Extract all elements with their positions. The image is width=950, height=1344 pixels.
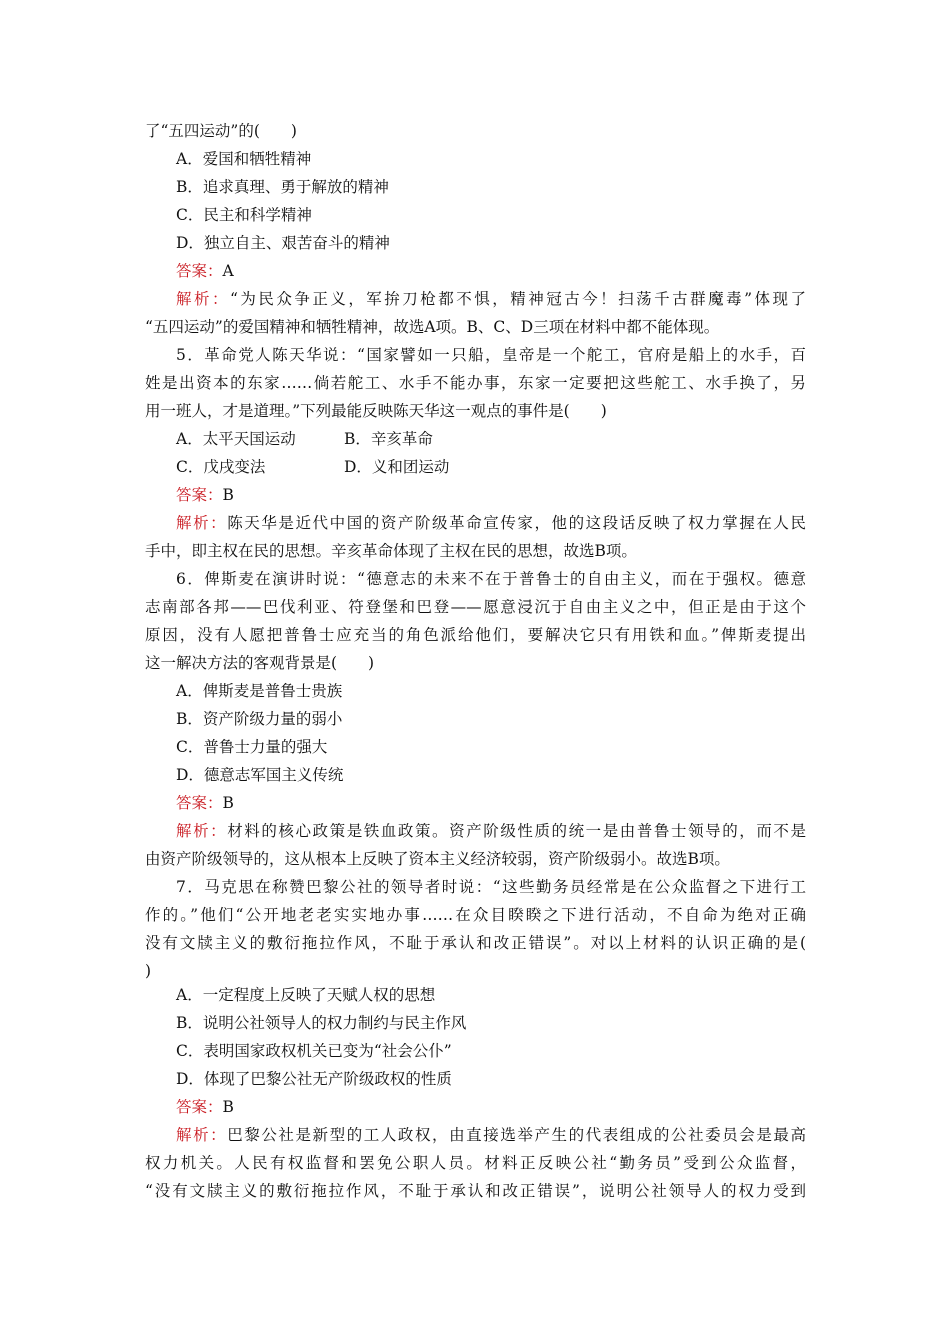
q4-answer [176,261,234,281]
answer-value: B [222,1098,234,1116]
q6-option-c: C．普鲁士力量的强大 [176,738,328,756]
q6-analysis-line-1 [176,821,806,841]
q4-option-b: B．追求真理、勇于解放的精神 [176,178,389,196]
answer-label: 答案： [176,1098,223,1116]
q6-option-a: A．俾斯麦是普鲁士贵族 [176,682,343,700]
q5-stem-line-2: 姓是出资本的东家……倘若舵工、水手不能办事，东家一定要把这些舵工、水手换了，另 [145,374,806,392]
q5-option-b: B．辛亥革命 [344,430,433,448]
analysis-label: 解析： [176,514,228,532]
q5-answer [176,485,234,505]
analysis-label: 解析： [176,822,228,840]
q7-stem-line-2: 作的。”他们“公开地老老实实地办事……在众目睽睽之下进行活动，不自命为绝对正确 [145,906,806,924]
q4-option-a: A．爱国和牺牲精神 [176,150,312,168]
q7-stem-line-4: ) [145,962,152,980]
analysis-label: 解析： [176,290,230,308]
answer-label: 答案： [176,486,223,504]
q7-stem-line-1: 7．马克思在称赞巴黎公社的领导者时说：“这些勤务员经常是在公众监督之下进行工 [176,878,806,896]
q7-option-c: C．表明国家政权机关已变为“社会公仆” [176,1042,452,1060]
q4-option-d: D．独立自主、艰苦奋斗的精神 [176,234,390,252]
q6-option-b: B．资产阶级力量的弱小 [176,710,343,728]
q4-stem-tail: 了“五四运动”的( ) [145,122,297,140]
q7-option-a: A．一定程度上反映了天赋人权的思想 [176,986,436,1004]
q7-analysis-line-1 [176,1125,806,1145]
q4-analysis-line-2: “五四运动”的爱国精神和牺牲精神，故选A项。B、C、D三项在材料中都不能体现。 [145,318,720,336]
analysis-text: 巴黎公社是新型的工人政权，由直接选举产生的代表组成的公社委员会是最高 [227,1126,806,1144]
q5-stem-line-1: 5．革命党人陈天华说：“国家譬如一只船，皇帝是一个舵工，官府是船上的水手，百 [176,346,806,364]
q5-option-c: C．戊戌变法 [176,458,266,476]
answer-value: B [222,486,234,504]
q6-stem-line-4: 这一解决方法的客观背景是( ) [145,654,375,672]
q6-option-d: D．德意志军国主义传统 [176,766,344,784]
answer-label: 答案： [176,262,223,280]
q4-option-c: C．民主和科学精神 [176,206,312,224]
q7-option-d: D．体现了巴黎公社无产阶级政权的性质 [176,1070,452,1088]
q7-option-b: B．说明公社领导人的权力制约与民主作风 [176,1014,467,1032]
analysis-label: 解析： [176,1126,228,1144]
answer-label: 答案： [176,794,223,812]
q5-analysis-line-2: 手中，即主权在民的思想。辛亥革命体现了主权在民的思想，故选B项。 [145,542,637,560]
q6-stem-line-3: 原因，没有人愿把普鲁士应充当的角色派给他们，要解决它只有用铁和血。”俾斯麦提出 [145,626,806,644]
analysis-text: 材料的核心政策是铁血政策。资产阶级性质的统一是由普鲁士领导的，而不是 [227,822,806,840]
q7-stem-line-3: 没有文牍主义的敷衍拖拉作风，不耻于承认和改正错误”。对以上材料的认识正确的是( [145,934,806,952]
q6-analysis-line-2: 由资产阶级领导的，这从根本上反映了资本主义经济较弱，资产阶级弱小。故选B项。 [145,850,730,868]
q7-analysis-line-2: 权力机关。人民有权监督和罢免公职人员。材料正反映公社“勤务员”受到公众监督， [145,1154,806,1172]
answer-value: B [222,794,234,812]
q6-answer [176,793,234,813]
analysis-text: 陈天华是近代中国的资产阶级革命宣传家，他的这段话反映了权力掌握在人民 [227,514,806,532]
q7-answer [176,1097,234,1117]
q6-stem-line-1: 6．俾斯麦在演讲时说：“德意志的未来不在于普鲁士的自由主义，而在于强权。德意 [176,570,806,588]
answer-value: A [222,262,234,280]
q7-analysis-line-3: “没有文牍主义的敷衍拖拉作风，不耻于承认和改正错误”，说明公社领导人的权力受到 [145,1182,806,1200]
q4-analysis-line-1 [176,289,806,309]
analysis-text: “为民众争正义，军拚刀枪都不惧，精神冠古今！扫荡千古群魔毒”体现了 [229,290,806,308]
q5-analysis-line-1 [176,513,806,533]
q6-stem-line-2: 志南部各邦——巴伐利亚、符登堡和巴登——愿意浸沉于自由主义之中，但正是由于这个 [145,598,806,616]
q5-option-a: A．太平天国运动 [176,430,296,448]
q5-stem-line-3: 用一班人，才是道理。”下列最能反映陈天华这一观点的事件是( ) [145,402,607,420]
q5-option-d: D．义和团运动 [344,458,450,476]
